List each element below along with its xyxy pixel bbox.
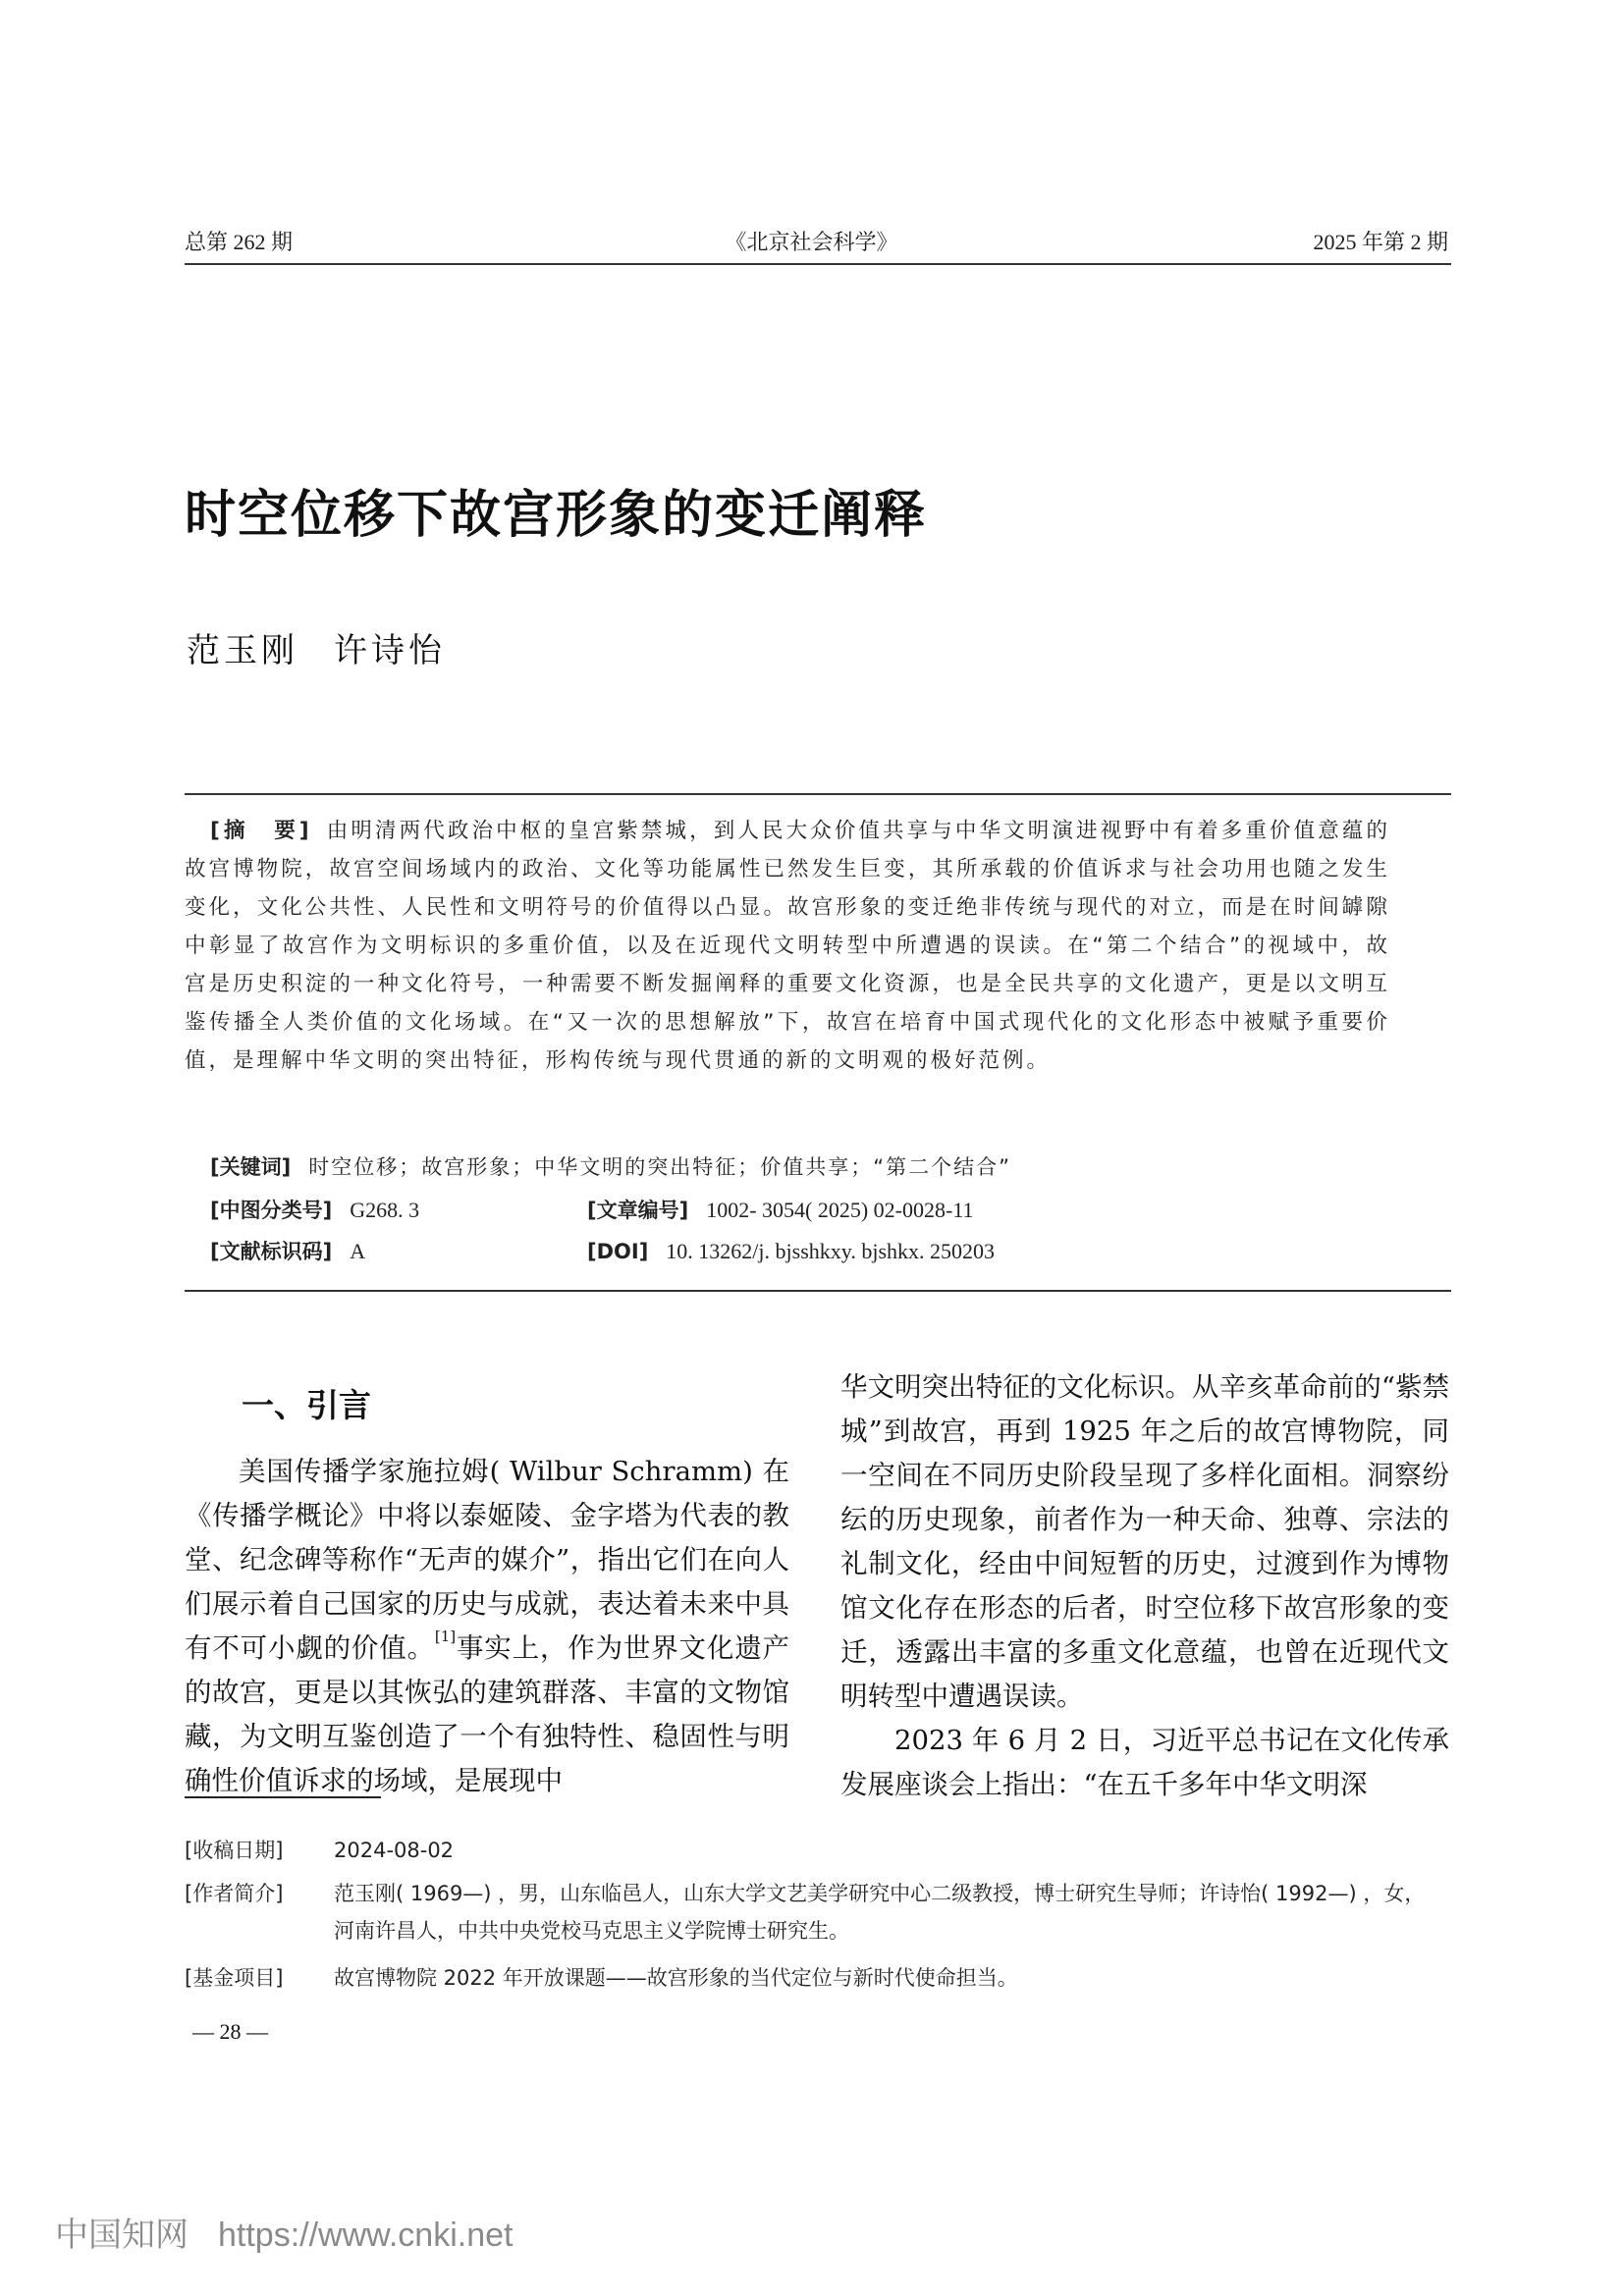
keywords-row: [210, 1152, 1011, 1182]
paragraph-text: 事实上，作为世界文化遗产的故宫，更是以其恢弘的建筑群落、丰富的文物馆藏，为文明互鉴创造了一个有独特性、稳固性与明确性价值诉求的场域，是展现中: [185, 1632, 790, 1796]
clc-value: G268. 3: [350, 1198, 420, 1222]
watermark-brand: 中国知网: [55, 2216, 189, 2254]
section-heading-introduction: 一、引言: [242, 1386, 371, 1424]
abstract-text: 由明清两代政治中枢的皇宫紫禁城，到人民大众价值共享与中华文明演进视野中有着多重价值意蕴的故宫博物院，故宫空间场域内的政治、文化等功能属性已然发生巨变，其所承载的价值诉求与社会功用也随之发生变化，文化公共性、人民性和文明符号的价值得以凸显。故宫形象的变迁绝非传统与现代的对立，而是在时间罅隙中彰显了故宫作为文明标识的多重价值，以及在近现代文明转型中所遭遇的误读。在“第二个结合”的视域中，故宫是历史积淀的一种文化符号，一种需要不断发掘阐释的重要文化资源，也是全民共享的文化遗产，更是以文明互鉴传播全人类价值的文化场域。在“又一次的思想解放”下，故宫在培育中国式现代化的文化形态中被赋予重要价值，是理解中华文明的突出特征，形构传统与现代贯通的新的文明观的极好范例。: [185, 819, 1390, 1073]
running-header-issue-total: 总第 262 期: [185, 230, 294, 254]
author-bio-text: 范玉刚( 1969—) ，男，山东临邑人，山东大学文艺美学研究中心二级教授，博士研究生导师；许诗怡( 1992—) ，女，河南许昌人，中共中央党校马克思主义学院博士研究生。: [334, 1882, 1426, 1943]
author-name: 许诗怡: [334, 631, 446, 670]
abstract-top-rule: [185, 793, 1451, 795]
abstract-bottom-rule: [185, 1290, 1451, 1292]
body-paragraph: 华文明突出特征的文化标识。从辛亥革命前的“紫禁城”到故宫，再到 1925 年之后的故宫博物院，同一空间在不同历史阶段呈现了多样化面相。洞察纷纭的历史现象，前者作为一种天命、独尊、宗法的礼制文化，经由中间短暂的历史，过渡到作为博物馆文化存在形态的后者，时空位移下故宫形象的变迁，透露出丰富的多重文化意蕴，也曾在近现代文明转型中遭遇误读。: [840, 1371, 1449, 1712]
cnki-watermark: [55, 2216, 513, 2255]
body-column-right: [840, 1365, 1449, 1807]
page-number: — 28 —: [192, 2019, 268, 2044]
received-date-label: [收稿日期]: [185, 1839, 284, 1862]
body-column-left: [185, 1450, 789, 1803]
header-rule: [185, 263, 1451, 265]
citation-reference[interactable]: [1]: [434, 1628, 457, 1645]
classification-row: [210, 1196, 1388, 1225]
doi-label[interactable]: [DOI]: [587, 1240, 649, 1263]
watermark-url[interactable]: https://www.cnki.net: [218, 2216, 514, 2254]
keywords-value: 时空位移；故宫形象；中华文明的突出特征；价值共享；“第二个结合”: [308, 1155, 1011, 1179]
footnote-received: [185, 1836, 1461, 1865]
received-date-value: 2024-08-02: [334, 1839, 455, 1862]
identifier-row: [210, 1237, 1388, 1266]
article-number-label: [文章编号]: [587, 1199, 689, 1222]
article-title: 时空位移下故宫形象的变迁阐释: [185, 485, 928, 545]
footnote-rule: [185, 1796, 381, 1798]
running-header-journal: 《北京社会科学》: [725, 230, 898, 254]
abstract-label: [摘 要]: [210, 819, 313, 843]
footnote-funding: [185, 1963, 1461, 1993]
abstract: [185, 812, 1390, 1080]
article-number-value: 1002- 3054( 2025) 02-0028-11: [706, 1198, 974, 1222]
doi-link[interactable]: 10. 13262/j. bjsshkxy. bjshkx. 250203: [666, 1239, 996, 1263]
clc-label: [中图分类号]: [210, 1199, 333, 1222]
paragraph-text: 美国传播学家施拉姆( Wilbur Schramm) 在《传播学概论》中将以泰姬陵、金字塔为代表的教堂、纪念碑等称作“无声的媒介”，指出它们在向人们展示着自己国家的历史与成就，表达着未来中具有不可小觑的价值。: [185, 1456, 789, 1664]
funding-text: 故宫博物院 2022 年开放课题——故宫形象的当代定位与新时代使命担当。: [334, 1966, 1018, 1990]
body-paragraph: 2023 年 6 月 2 日，习近平总书记在文化传承发展座谈会上指出：“在五千多年中华文明深: [840, 1725, 1449, 1800]
running-header-issue: 2025 年第 2 期: [1313, 230, 1448, 254]
article-authors: [187, 628, 446, 673]
author-bio-label: [作者简介]: [185, 1882, 284, 1905]
keywords-label: [关键词]: [210, 1155, 292, 1179]
footnote-author-bio: [185, 1879, 1461, 1948]
funding-label: [基金项目]: [185, 1966, 284, 1990]
document-code-value: A: [350, 1239, 366, 1263]
body-paragraph: [185, 1450, 789, 1803]
author-name: 范玉刚: [187, 631, 298, 670]
document-code-label: [文献标识码]: [210, 1240, 333, 1263]
